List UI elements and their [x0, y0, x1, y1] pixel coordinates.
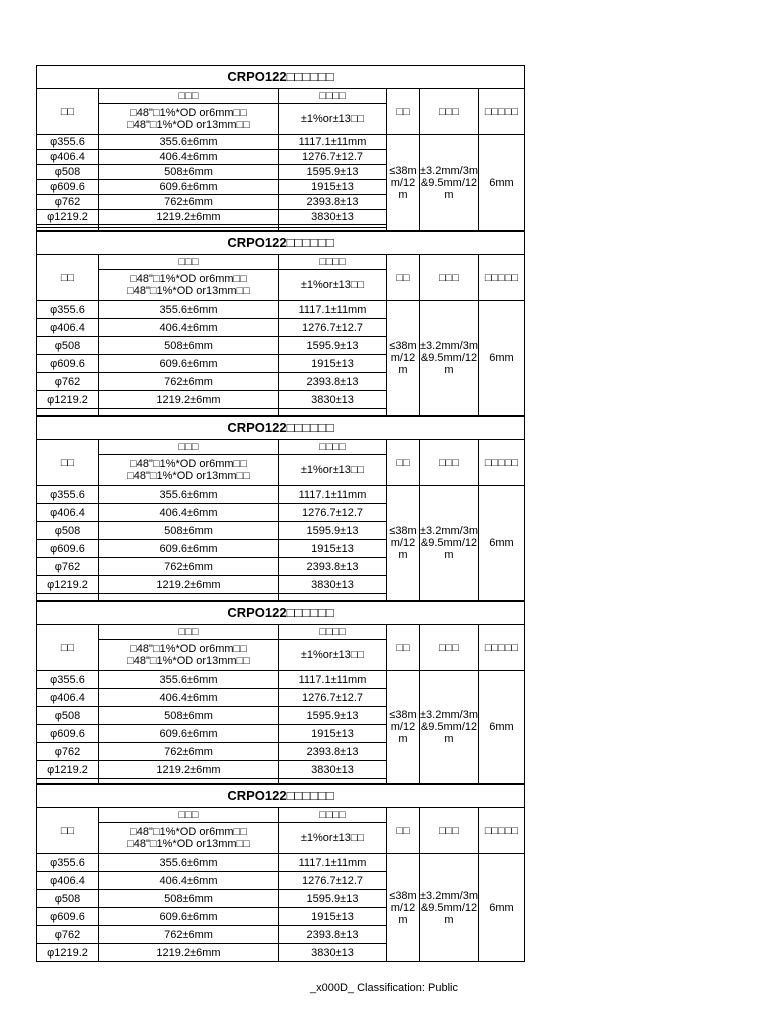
cell-spec: φ762 — [37, 195, 99, 210]
header-od-rule — [99, 640, 279, 671]
od-rule-line: □48"□1%*OD or6mm□□ — [130, 107, 247, 119]
cell-od: 355.6±6mm — [99, 301, 279, 319]
header-od-rule — [99, 270, 279, 301]
header-str: □□□ — [420, 255, 479, 301]
header-circ: □□□□ — [279, 89, 387, 104]
header-str: □□□ — [420, 625, 479, 671]
cell-spec: φ762 — [37, 743, 99, 761]
od-rule-line: □48"□1%*OD or13mm□□ — [127, 655, 250, 667]
cell-od: 609.6±6mm — [99, 180, 279, 195]
header-end: □□□□□ — [479, 89, 525, 135]
od-rule-line: □48"□1%*OD or6mm□□ — [130, 273, 247, 285]
cell-length-tolerance: ≤38mm/12m — [387, 671, 420, 784]
cell-spec: φ762 — [37, 558, 99, 576]
cell-od: 355.6±6mm — [99, 135, 279, 150]
od-rule-line: □48"□1%*OD or13mm□□ — [127, 285, 250, 297]
cell-circ: 1915±13 — [279, 355, 387, 373]
header-circ-rule: ±1%or±13□□ — [279, 270, 387, 301]
cell-circ: 1276.7±12.7 — [279, 689, 387, 707]
header-circ: □□□□ — [279, 625, 387, 640]
cell-circ: 1595.9±13 — [279, 707, 387, 725]
cell-spec: φ1219.2 — [37, 391, 99, 409]
header-od: □□□ — [99, 255, 279, 270]
header-od: □□□ — [99, 89, 279, 104]
cell-circ: 3830±13 — [279, 944, 387, 962]
spacer-cell — [37, 594, 99, 601]
cell-circ: 1117.1±11mm — [279, 301, 387, 319]
cell-od: 1219.2±6mm — [99, 210, 279, 225]
cell-circ: 1276.7±12.7 — [279, 319, 387, 337]
cell-od: 355.6±6mm — [99, 854, 279, 872]
cell-straightness: ±3.2mm/3m&9.5mm/12m — [420, 486, 479, 601]
cell-length-tolerance: ≤38mm/12m — [387, 854, 420, 962]
cell-spec: φ1219.2 — [37, 576, 99, 594]
cell-circ: 2393.8±13 — [279, 926, 387, 944]
header-od-rule — [99, 455, 279, 486]
cell-spec: φ609.6 — [37, 180, 99, 195]
header-str: □□□ — [420, 808, 479, 854]
header-end: □□□□□ — [479, 625, 525, 671]
cell-circ: 1117.1±11mm — [279, 671, 387, 689]
tolerance-table — [36, 601, 525, 784]
cell-od: 406.4±6mm — [99, 504, 279, 522]
cell-od: 1219.2±6mm — [99, 391, 279, 409]
cell-spec: φ406.4 — [37, 150, 99, 165]
cell-spec: φ355.6 — [37, 135, 99, 150]
cell-length-tolerance: ≤38mm/12m — [387, 135, 420, 231]
cell-od: 508±6mm — [99, 707, 279, 725]
cell-circ: 1595.9±13 — [279, 337, 387, 355]
table-row — [37, 854, 525, 872]
cell-od: 762±6mm — [99, 195, 279, 210]
spacer-cell — [37, 409, 99, 416]
header-len: □□ — [387, 255, 420, 301]
header-od: □□□ — [99, 440, 279, 455]
cell-od: 1219.2±6mm — [99, 944, 279, 962]
cell-spec: φ355.6 — [37, 486, 99, 504]
cell-spec: φ406.4 — [37, 504, 99, 522]
cell-end-value: 6mm — [479, 486, 525, 601]
tolerance-table — [36, 231, 525, 416]
cell-end-value: 6mm — [479, 671, 525, 784]
cell-circ: 2393.8±13 — [279, 373, 387, 391]
od-rule-line: □48"□1%*OD or13mm□□ — [127, 119, 250, 131]
cell-od: 355.6±6mm — [99, 486, 279, 504]
cell-od: 508±6mm — [99, 522, 279, 540]
header-circ: □□□□ — [279, 440, 387, 455]
cell-straightness: ±3.2mm/3m&9.5mm/12m — [420, 301, 479, 416]
spacer-cell — [279, 409, 387, 416]
header-circ-rule: ±1%or±13□□ — [279, 640, 387, 671]
header-od-rule — [99, 104, 279, 135]
table-title: CRPO122□□□□□□ — [37, 602, 525, 625]
cell-od: 508±6mm — [99, 890, 279, 908]
tolerance-table — [36, 65, 525, 231]
cell-end-value: 6mm — [479, 854, 525, 962]
cell-od: 762±6mm — [99, 743, 279, 761]
cell-end-value: 6mm — [479, 135, 525, 231]
table-title: CRPO122□□□□□□ — [37, 232, 525, 255]
header-spec: □□ — [37, 89, 99, 135]
cell-circ: 3830±13 — [279, 576, 387, 594]
header-str: □□□ — [420, 440, 479, 486]
cell-circ: 1915±13 — [279, 540, 387, 558]
classification-footer: _x000D_ Classification: Public — [310, 982, 458, 994]
cell-spec: φ508 — [37, 890, 99, 908]
cell-spec: φ762 — [37, 373, 99, 391]
cell-circ: 1915±13 — [279, 908, 387, 926]
header-circ-rule: ±1%or±13□□ — [279, 104, 387, 135]
header-circ-rule: ±1%or±13□□ — [279, 823, 387, 854]
cell-spec: φ406.4 — [37, 319, 99, 337]
cell-spec: φ609.6 — [37, 908, 99, 926]
cell-end-value: 6mm — [479, 301, 525, 416]
cell-circ: 2393.8±13 — [279, 743, 387, 761]
od-rule-line: □48"□1%*OD or13mm□□ — [127, 470, 250, 482]
cell-circ: 2393.8±13 — [279, 558, 387, 576]
header-od-rule — [99, 823, 279, 854]
header-len: □□ — [387, 440, 420, 486]
cell-od: 609.6±6mm — [99, 540, 279, 558]
header-len: □□ — [387, 625, 420, 671]
cell-od: 406.4±6mm — [99, 319, 279, 337]
od-rule-line: □48"□1%*OD or6mm□□ — [130, 458, 247, 470]
header-len: □□ — [387, 89, 420, 135]
cell-od: 609.6±6mm — [99, 355, 279, 373]
cell-spec: φ609.6 — [37, 540, 99, 558]
cell-spec: φ406.4 — [37, 872, 99, 890]
cell-od: 406.4±6mm — [99, 872, 279, 890]
spacer-cell — [279, 779, 387, 784]
cell-od: 1219.2±6mm — [99, 761, 279, 779]
cell-straightness: ±3.2mm/3m&9.5mm/12m — [420, 135, 479, 231]
header-str: □□□ — [420, 89, 479, 135]
header-spec: □□ — [37, 440, 99, 486]
cell-od: 406.4±6mm — [99, 150, 279, 165]
cell-od: 609.6±6mm — [99, 908, 279, 926]
table-title: CRPO122□□□□□□ — [37, 66, 525, 89]
cell-circ: 1117.1±11mm — [279, 854, 387, 872]
cell-spec: φ406.4 — [37, 689, 99, 707]
header-od: □□□ — [99, 625, 279, 640]
spacer-cell — [99, 409, 279, 416]
cell-spec: φ609.6 — [37, 725, 99, 743]
cell-od: 1219.2±6mm — [99, 576, 279, 594]
cell-spec: φ508 — [37, 522, 99, 540]
cell-circ: 1915±13 — [279, 725, 387, 743]
table-row — [37, 486, 525, 504]
header-circ-rule: ±1%or±13□□ — [279, 455, 387, 486]
cell-circ: 1595.9±13 — [279, 890, 387, 908]
tolerance-table — [36, 784, 525, 962]
header-od: □□□ — [99, 808, 279, 823]
cell-spec: φ508 — [37, 707, 99, 725]
cell-spec: φ1219.2 — [37, 210, 99, 225]
cell-circ: 1595.9±13 — [279, 165, 387, 180]
od-rule-line: □48"□1%*OD or6mm□□ — [130, 643, 247, 655]
cell-spec: φ355.6 — [37, 854, 99, 872]
cell-circ: 1117.1±11mm — [279, 135, 387, 150]
cell-od: 762±6mm — [99, 558, 279, 576]
cell-circ: 1595.9±13 — [279, 522, 387, 540]
cell-od: 508±6mm — [99, 337, 279, 355]
cell-spec: φ508 — [37, 165, 99, 180]
spreadsheet-sheet — [36, 65, 524, 962]
header-spec: □□ — [37, 255, 99, 301]
cell-spec: φ355.6 — [37, 671, 99, 689]
cell-length-tolerance: ≤38mm/12m — [387, 301, 420, 416]
cell-circ: 3830±13 — [279, 761, 387, 779]
spacer-cell — [37, 779, 99, 784]
cell-spec: φ762 — [37, 926, 99, 944]
cell-od: 762±6mm — [99, 373, 279, 391]
header-end: □□□□□ — [479, 440, 525, 486]
table-row — [37, 301, 525, 319]
cell-od: 609.6±6mm — [99, 725, 279, 743]
od-rule-line: □48"□1%*OD or13mm□□ — [127, 838, 250, 850]
spacer-cell — [279, 594, 387, 601]
tolerance-table — [36, 416, 525, 601]
cell-spec: φ508 — [37, 337, 99, 355]
table-row — [37, 671, 525, 689]
od-rule-line: □48"□1%*OD or6mm□□ — [130, 826, 247, 838]
cell-spec: φ1219.2 — [37, 761, 99, 779]
header-spec: □□ — [37, 625, 99, 671]
cell-circ: 1915±13 — [279, 180, 387, 195]
cell-spec: φ355.6 — [37, 301, 99, 319]
header-len: □□ — [387, 808, 420, 854]
header-spec: □□ — [37, 808, 99, 854]
cell-circ: 3830±13 — [279, 210, 387, 225]
spacer-cell — [99, 594, 279, 601]
cell-od: 762±6mm — [99, 926, 279, 944]
cell-circ: 1117.1±11mm — [279, 486, 387, 504]
header-circ: □□□□ — [279, 255, 387, 270]
cell-spec: φ609.6 — [37, 355, 99, 373]
cell-circ: 2393.8±13 — [279, 195, 387, 210]
cell-od: 508±6mm — [99, 165, 279, 180]
cell-od: 355.6±6mm — [99, 671, 279, 689]
cell-circ: 3830±13 — [279, 391, 387, 409]
spacer-cell — [99, 779, 279, 784]
cell-spec: φ1219.2 — [37, 944, 99, 962]
table-title: CRPO122□□□□□□ — [37, 417, 525, 440]
header-circ: □□□□ — [279, 808, 387, 823]
header-end: □□□□□ — [479, 255, 525, 301]
cell-circ: 1276.7±12.7 — [279, 872, 387, 890]
header-end: □□□□□ — [479, 808, 525, 854]
cell-circ: 1276.7±12.7 — [279, 150, 387, 165]
table-row — [37, 135, 525, 150]
cell-straightness: ±3.2mm/3m&9.5mm/12m — [420, 671, 479, 784]
cell-length-tolerance: ≤38mm/12m — [387, 486, 420, 601]
table-title: CRPO122□□□□□□ — [37, 785, 525, 808]
cell-od: 406.4±6mm — [99, 689, 279, 707]
cell-straightness: ±3.2mm/3m&9.5mm/12m — [420, 854, 479, 962]
cell-circ: 1276.7±12.7 — [279, 504, 387, 522]
